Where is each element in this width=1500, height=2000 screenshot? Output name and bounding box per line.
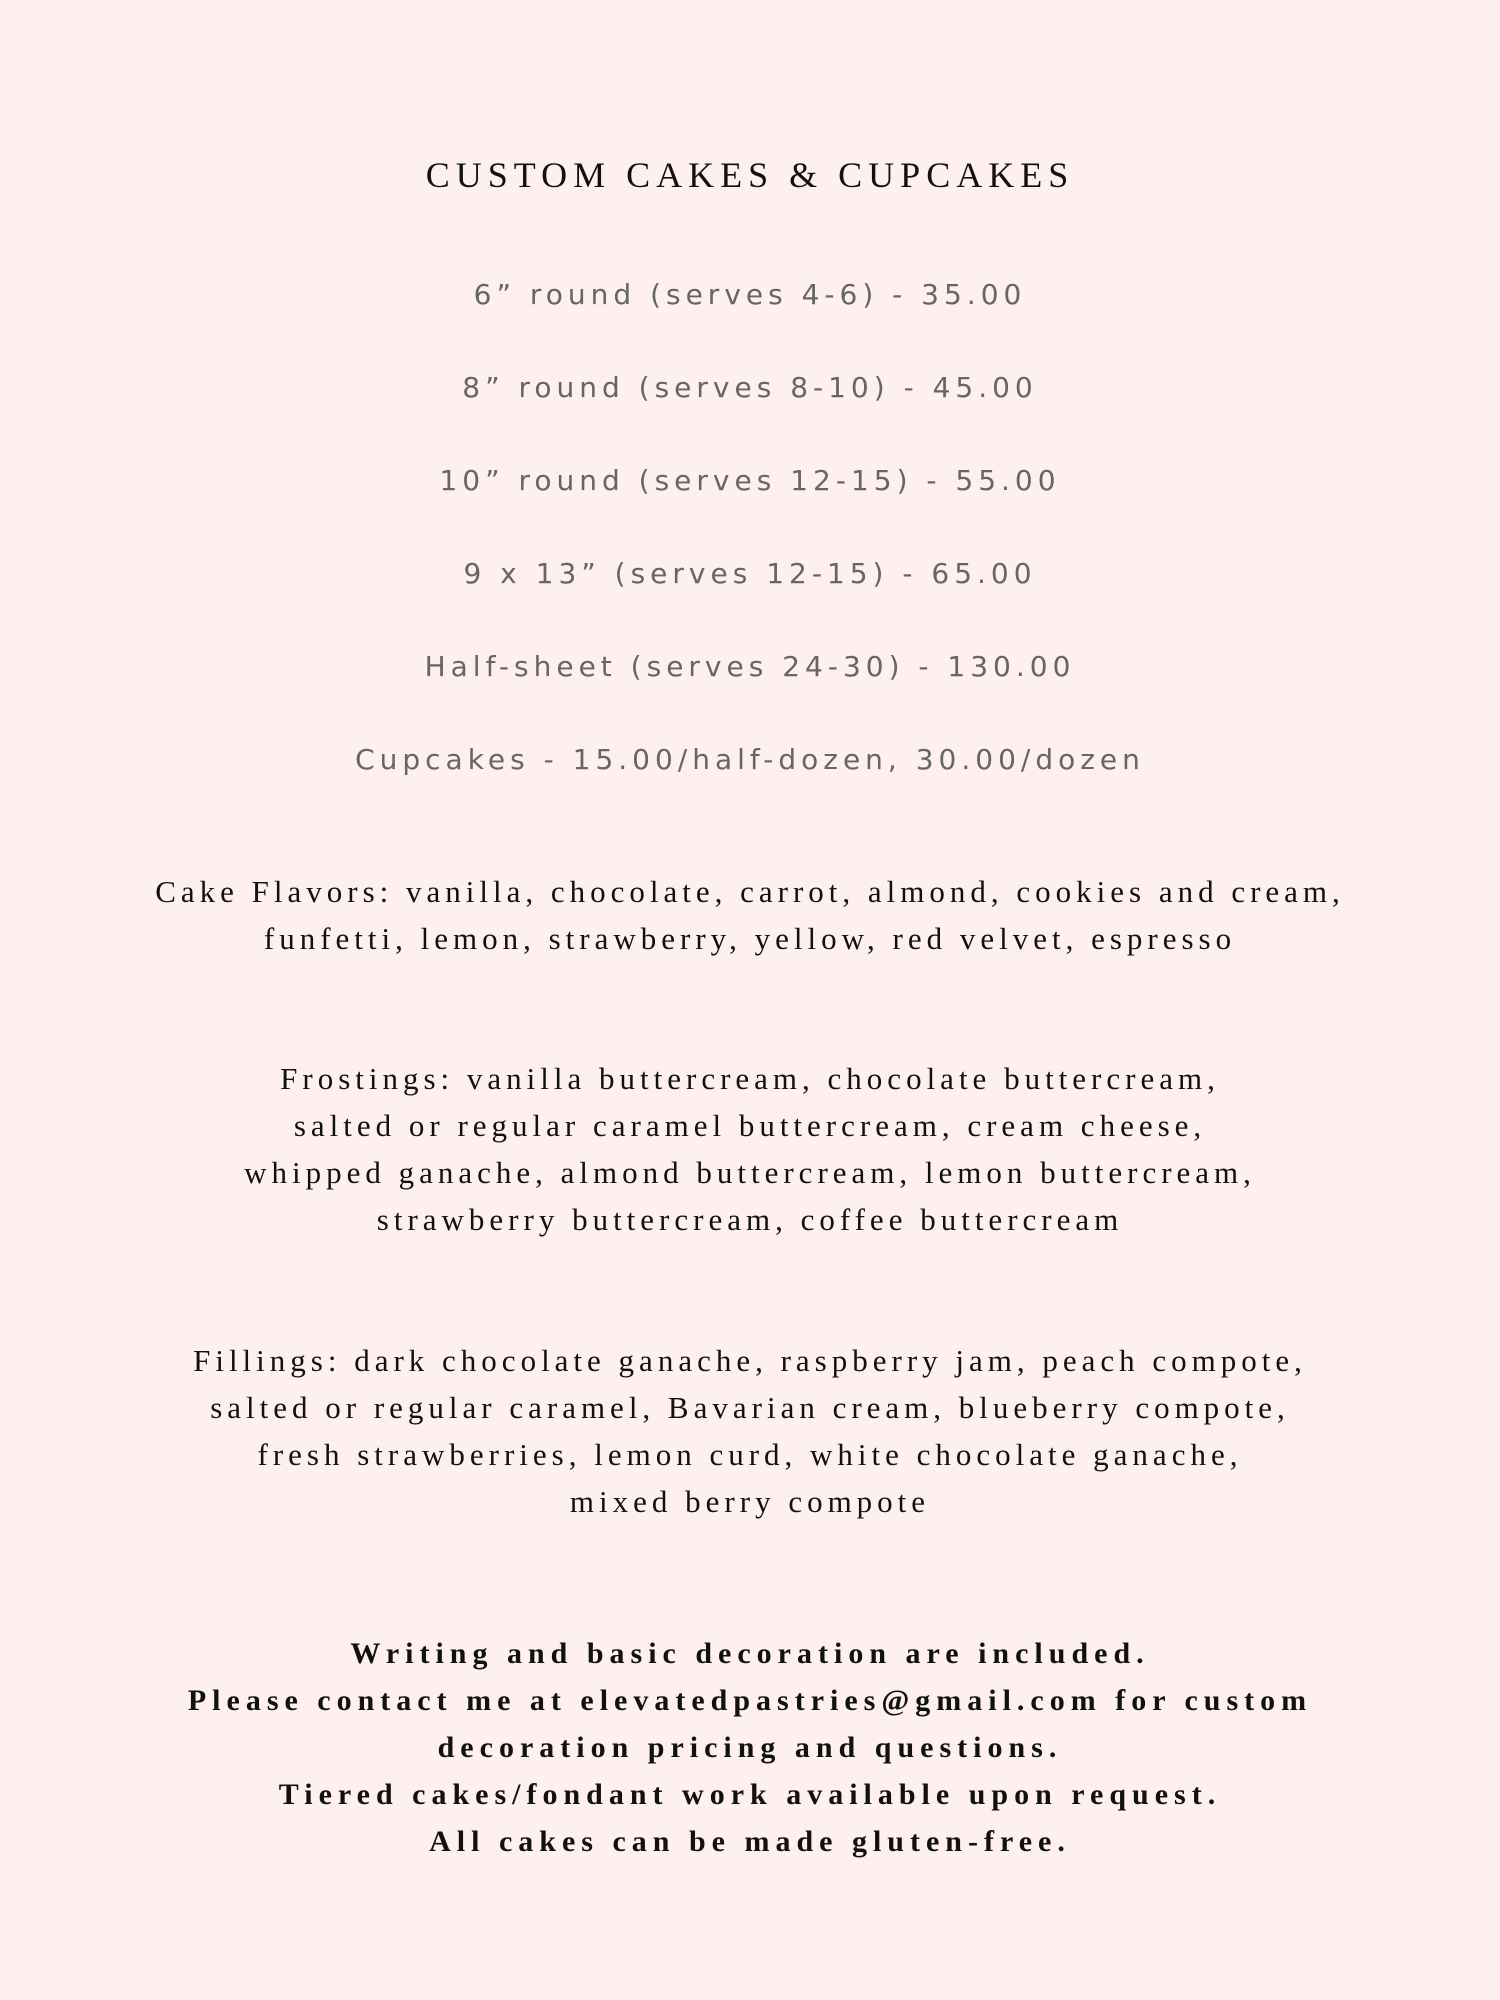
frostings-line: strawberry buttercream, coffee buttercream	[376, 1202, 1124, 1237]
cake-flavors-line: funfetti, lemon, strawberry, yellow, red velvet, espresso	[263, 921, 1237, 956]
note-line: Tiered cakes/fondant work available upon request.	[278, 1778, 1222, 1811]
frostings-line: whipped ganache, almond buttercream, lemon buttercream,	[244, 1155, 1256, 1190]
note-line: All cakes can be made gluten-free.	[429, 1825, 1071, 1858]
frostings-line: salted or regular caramel buttercream, cream cheese,	[293, 1108, 1207, 1143]
page-title: CUSTOM CAKES & CUPCAKES	[425, 155, 1075, 195]
price-item: 8” round (serves 8-10) - 45.00	[462, 371, 1038, 404]
cake-flavors-line: Cake Flavors: vanilla, chocolate, carrot, almond, cookies and cream,	[155, 874, 1345, 909]
frostings-line: Frostings: vanilla buttercream, chocolate buttercream,	[280, 1061, 1220, 1096]
notes-section	[0, 1630, 1500, 1865]
note-line: Please contact me at elevatedpastries@gmail.com for custom	[187, 1684, 1313, 1717]
price-item: 6” round (serves 4-6) - 35.00	[473, 278, 1027, 311]
cake-flavors-section	[0, 868, 1500, 962]
fillings-line: fresh strawberries, lemon curd, white chocolate ganache,	[257, 1437, 1243, 1472]
price-item: Cupcakes - 15.00/half-dozen, 30.00/dozen	[355, 743, 1145, 776]
fillings-line: mixed berry compote	[569, 1484, 931, 1519]
price-item: 9 x 13” (serves 12-15) - 65.00	[463, 557, 1037, 590]
price-item: Half-sheet (serves 24-30) - 130.00	[424, 650, 1076, 683]
fillings-section	[0, 1337, 1500, 1525]
fillings-line: salted or regular caramel, Bavarian cream, blueberry compote,	[210, 1390, 1290, 1425]
frostings-section	[0, 1055, 1500, 1243]
price-item: 10” round (serves 12-15) - 55.00	[439, 464, 1061, 497]
fillings-line: Fillings: dark chocolate ganache, raspberry jam, peach compote,	[193, 1343, 1307, 1378]
price-list	[0, 275, 1500, 833]
note-line: decoration pricing and questions.	[437, 1731, 1063, 1764]
note-line: Writing and basic decoration are included.	[350, 1637, 1150, 1670]
